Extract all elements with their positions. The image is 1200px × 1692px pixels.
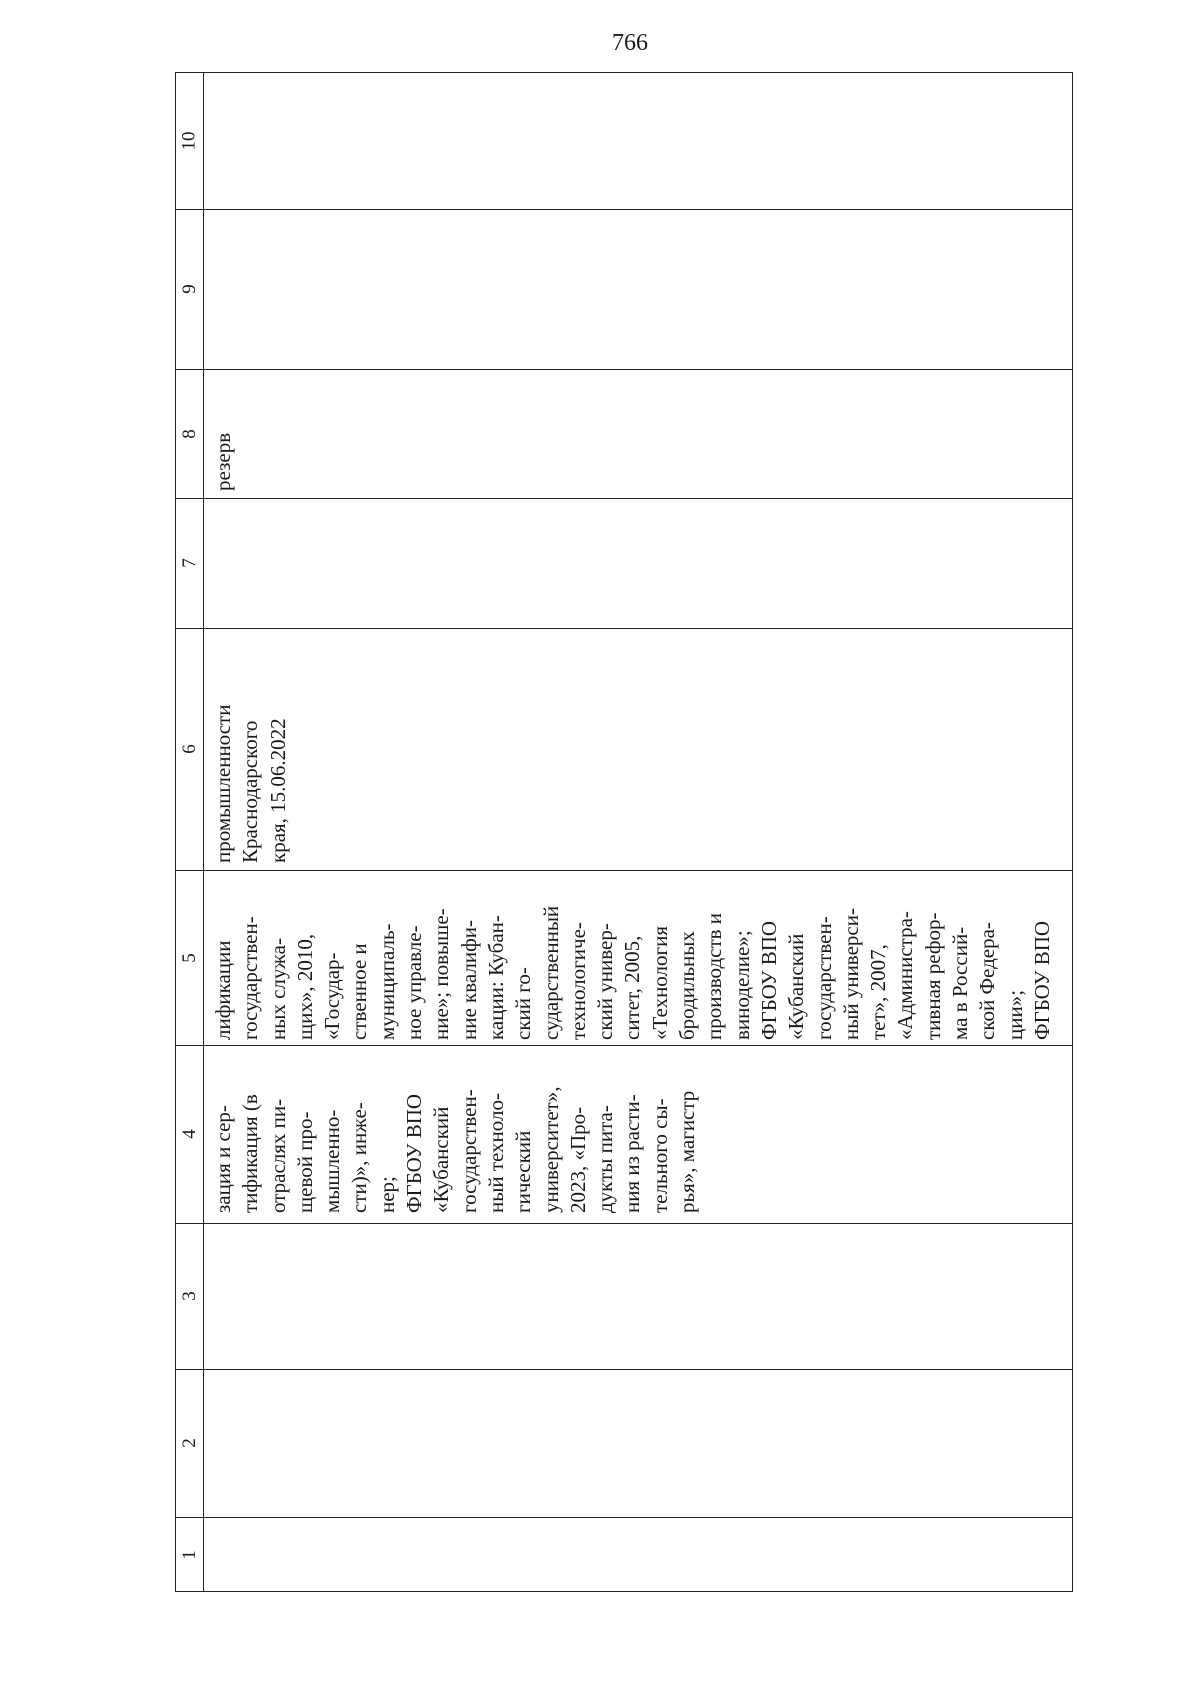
cell-column-8: резерв <box>211 432 235 491</box>
column-number-10: 10 <box>178 131 200 151</box>
column-divider <box>176 1517 1072 1518</box>
column-divider <box>176 1369 1072 1370</box>
column-divider <box>176 870 1072 871</box>
column-number-7: 7 <box>178 558 200 568</box>
column-number-6: 6 <box>178 744 200 754</box>
cell-column-6: промышленности Краснодарского края, 15.06.2022 <box>211 704 290 863</box>
column-number-8: 8 <box>178 428 200 439</box>
column-divider <box>176 1045 1072 1046</box>
column-divider <box>176 369 1072 370</box>
header-strip-border <box>203 73 204 1591</box>
cell-column-4: зация и сер- тификация (в отраслях пи- щевой про- мышленно- сти)», инже- нер; ФГБОУ ВПО «Кубанский государствен- ный техноло- гический университет», 2023, «Про- дукты пита- ния из расти- тельного сы- рья», магистр <box>211 1086 700 1213</box>
cell-column-5: лификации государствен- ных служа- щих», 2010, «Государ- ственное и муниципаль- ное управле- ние»; повыше- ние квалифи- кации: Кубан- ский го- сударственный технологиче- ский универ- ситет, 2005, «Технология бродильных производств и виноделие»; ФГБОУ ВПО «Кубанский государствен- ный универси- тет», 2007, «Администра- тивная рефор- ма в Россий- ской Федера- ции»; ФГБОУ ВПО <box>211 905 1054 1040</box>
column-number-4: 4 <box>178 1129 200 1139</box>
column-number-9: 9 <box>178 284 200 294</box>
page-number: 766 <box>612 30 648 56</box>
column-divider <box>176 1223 1072 1224</box>
column-number-3: 3 <box>178 1291 200 1301</box>
column-divider <box>176 498 1072 499</box>
column-number-2: 2 <box>178 1438 200 1448</box>
column-number-1: 1 <box>178 1550 200 1560</box>
column-number-5: 5 <box>178 952 200 963</box>
column-divider <box>176 209 1072 210</box>
column-divider <box>176 628 1072 629</box>
rotated-table <box>175 72 1073 1592</box>
